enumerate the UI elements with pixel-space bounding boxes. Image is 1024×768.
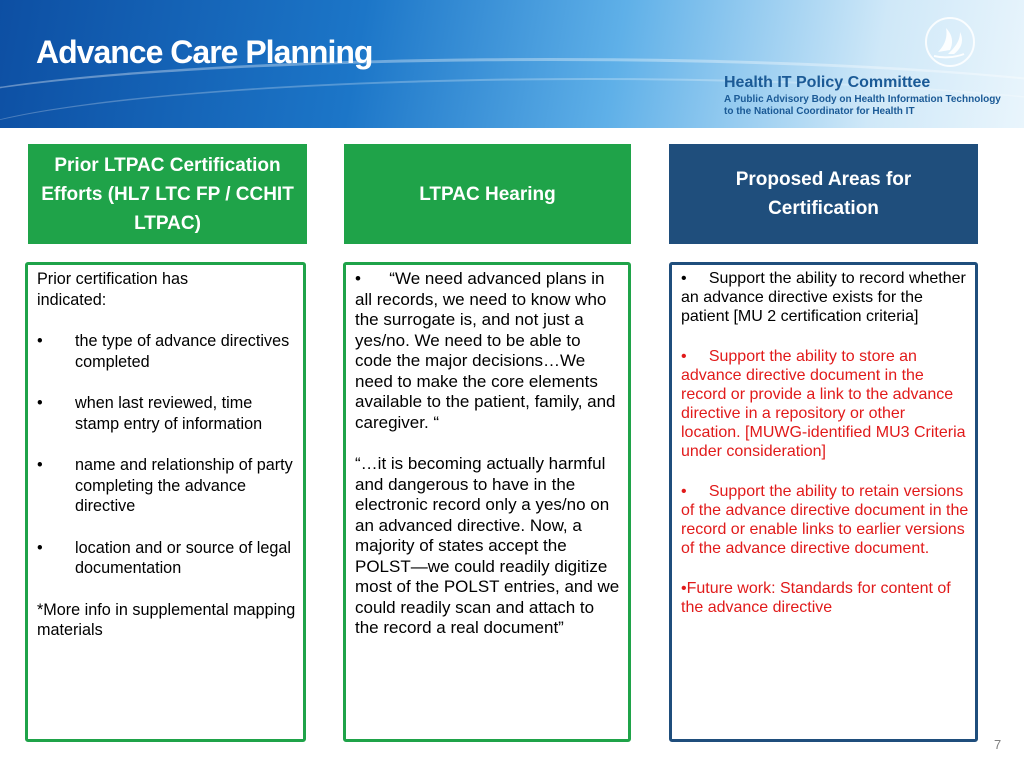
org-subtitle-line: to the National Coordinator for Health IT: [724, 106, 915, 117]
org-subtitle-line: A Public Advisory Body on Health Information Technology: [724, 94, 1001, 105]
hhs-eagle-icon: [920, 16, 980, 68]
org-subtitle: [724, 94, 1001, 118]
col3-header-text: Proposed Areas for Certification: [735, 169, 912, 219]
bullet-icon: •: [37, 332, 43, 350]
bullet-icon: •: [681, 270, 709, 287]
list-item: [37, 538, 297, 579]
bullet-icon: •: [37, 456, 43, 474]
proposal-item: [681, 347, 969, 461]
list-item-text: location and or source of legal documentation: [75, 538, 291, 577]
col3-content: [681, 269, 969, 617]
list-item: [37, 393, 297, 434]
bullet-icon: •: [681, 348, 709, 365]
org-name: Health IT Policy Committee: [724, 74, 931, 91]
bullet-icon: •: [681, 580, 687, 597]
col1-intro: Prior certification has indicated:: [37, 270, 189, 309]
col3-header: [669, 144, 978, 244]
slide-title: Advance Care Planning: [36, 34, 373, 70]
list-item: [37, 331, 297, 372]
hearing-quote-2: “…it is becoming actually harmful and dangerous to have in the electronic record only a yes/no on an advanced directive. Now, a majority of states accept the POLST—we could readily digitize most of the POLST entries, and we could readily scan and attach to the record a real document”: [355, 454, 620, 637]
bullet-icon: •: [37, 538, 43, 557]
col2-panel: [343, 262, 631, 742]
proposal-item-text: Support the ability to retain versions of the advance directive document in the record or enable links to earlier versions of the advance directive document.: [681, 483, 969, 557]
hearing-quote-1-text: “We need advanced plans in all records, we need to know who the surrogate is, and not just a yes/no. We need to be able to code the major decisions…We need to make the core elements available to the patient, family, and caregiver. “: [355, 269, 616, 432]
bullet-icon: •: [681, 483, 709, 500]
list-item-text: the type of advance directives completed: [75, 332, 290, 371]
slide-header: [0, 0, 1024, 128]
proposal-item: [681, 269, 969, 326]
proposal-item-text: Support the ability to store an advance directive document in the record or provide a link to the advance directive in a repository or other location. [MUWG-identified MU3 Criteria under consideration]: [681, 348, 966, 460]
list-item-text: name and relationship of party completing the advance directive: [75, 456, 293, 515]
col1-header-text: Prior LTPAC Certification Efforts (HL7 LTC FP / CCHIT LTPAC): [41, 154, 294, 234]
col2-content: [355, 269, 622, 639]
col1-content: [37, 269, 297, 641]
proposal-item-text: Future work: Standards for content of the advance directive: [681, 580, 951, 616]
col1-header: [28, 144, 307, 244]
col2-header-text: LTPAC Hearing: [419, 183, 556, 205]
hearing-quote-1: [355, 269, 622, 433]
col1-note: *More info in supplemental mapping materials: [37, 600, 296, 639]
col1-panel: [25, 262, 306, 742]
page-number: 7: [994, 737, 1002, 752]
proposal-item-text: Support the ability to record whether an advance directive exists for the patient [MU 2 certification criteria]: [681, 270, 966, 325]
bullet-icon: •: [37, 394, 43, 412]
proposal-item: [681, 579, 969, 617]
list-item-text: when last reviewed, time stamp entry of information: [75, 394, 263, 433]
proposal-item: [681, 482, 969, 558]
list-item: [37, 455, 297, 517]
bullet-icon: •: [355, 269, 390, 288]
col3-panel: [669, 262, 978, 742]
col2-header: [344, 144, 631, 244]
